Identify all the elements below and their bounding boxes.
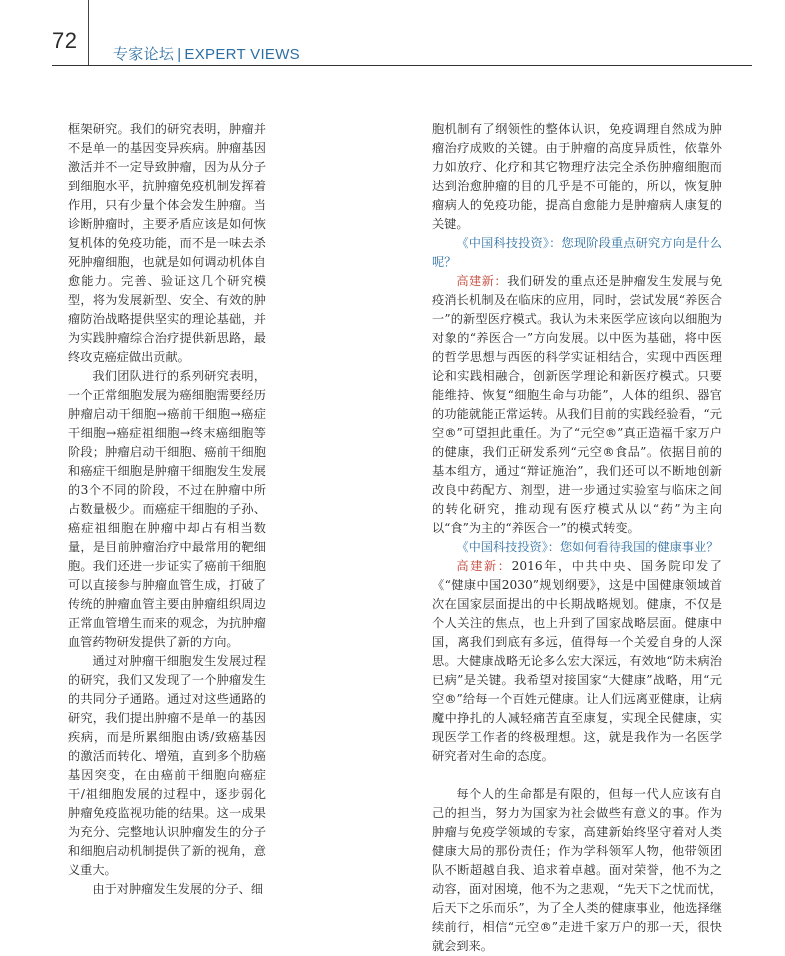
section-separator: |: [177, 46, 182, 63]
paragraph: 由于对肿瘤发生发展的分子、细: [92, 882, 264, 896]
section-header: [113, 43, 300, 64]
interview-answer: [432, 557, 722, 766]
paragraph: 我们团队进行的系列研究表明，一个正常细胞发展为癌细胞需要经历肿瘤启动干细胞→癌前干细胞→癌症干细胞→癌症祖细胞→终末癌细胞等阶段；肿瘤启动干细胞、癌前干细胞和癌症干细胞是肿瘤干细胞发生发展的3个不同的阶段，不过在肿瘤中所占数量极少。而癌症干细胞的子孙、癌症祖细胞在肿瘤中却占有相当数量，是目前肿瘤治疗中最常用的靶细胞。我们还进一步证实了癌前干细胞可以直接参与肿瘤血管生成，打破了传统的肿瘤血管主要由肿瘤组织周边正常血管增生而来的观念，为抗肿瘤血管药物研发提供了新的方向。: [68, 369, 266, 649]
interview-question: 《中国科技投资》：您现阶段重点研究方向是什么呢？: [432, 236, 722, 269]
paragraph: 通过对肿瘤干细胞发生发展过程的研究，我们又发现了一个肿瘤发生的共同分子通路。通过对这些通路的研究，我们提出肿瘤不是单一的基因疾病，而是所累细胞由诱/致癌基因的激活而转化、增殖，直到多个肋癌基因突变，在由癌前干细胞向癌症干/祖细胞发展的过程中，逐步弱化肿瘤免疫监视功能的结果。这一成果为充分、完整地认识肿瘤发生的分子和细胞启动机制提供了新的视角，意义重大。: [68, 654, 266, 877]
speaker-label: 高建新：: [456, 274, 508, 288]
left-column: [68, 120, 266, 899]
header-rule: [52, 65, 752, 66]
page-number: 72: [52, 28, 78, 53]
paragraph: 每个人的生命都是有限的，但每一代人应该有自己的担当，努力为国家为社会做些有意义的事。作为肿瘤与免疫学领域的专家，高建新始终坚守着对人类健康大局的那份责任；作为学科领军人物，他带领团队不断超越自我、追求着卓越。面对荣誉，他不为之动容，面对困境，他不为之悲观，“先天下之忧而忧，后天下之乐而乐”，为了全人类的健康事业，他选择继续前行，相信“元空®”走进千家万户的那一天，很快就会到来。: [432, 787, 722, 953]
section-title-en: EXPERT VIEWS: [184, 46, 300, 63]
interview-answer: [432, 272, 722, 538]
speaker-label: 高建新：: [456, 559, 512, 573]
section-title-cn: 专家论坛: [113, 46, 175, 63]
answer-text: 2016年，中共中央、国务院印发了《“健康中国2030”规划纲要》，这是中国健康领域首次在国家层面提出的中长期战略规划。健康，不仅是个人关注的焦点，也上升到了国家战略层面。健康中国，离我们到底有多远，值得每一个关爱自身的人深思。大健康战略无论多么宏大深远，有效地“防未病治已病”是关键。我希望对接国家“大健康”战略，用“元空®”给每一个百姓元健康。让人们远离亚健康，让病魔中挣扎的人减轻痛苦直至康复，实现全民健康，实现医学工作者的终极理想。这，就是我作为一名医学研究者对生命的态度。: [432, 559, 722, 763]
header-divider: [88, 0, 89, 66]
answer-text: 我们研发的重点还是肿瘤发生发展与免疫消长机制及在临床的应用，同时，尝试发展“养医合一”的新型医疗模式。我认为未来医学应该向以细胞为对象的“养医合一”方向发展。以中医为基础，将中医的哲学思想与西医的科学实证相结合，实现中西医理论和实践相融合，创新医学理论和新医疗模式。只要能维持、恢复“细胞生命与功能”，人体的组织、器官的功能就能正常运转。从我们目前的实践经验看，“元空®”可望担此重任。为了“元空®”真正造福千家万户的健康，我们正研发系列“元空®食品”。依据目前的基本组方，通过“辩证施治”，我们还可以不断地创新改良中药配方、剂型，进一步通过实验室与临床之间的转化研究，推动现有医疗模式从以“药”为主向以“食”为主的“养医合一”的模式转变。: [432, 274, 723, 535]
interview-question: 《中国科技投资》：您如何看待我国的健康事业？: [456, 540, 719, 554]
paragraph: 胞机制有了纲领性的整体认识，免疫调理自然成为肿瘤治疗成败的关键。由于肿瘤的高度异质性，依靠外力如放疗、化疗和其它物理疗法完全杀伤肿瘤细胞而达到治愈肿瘤的目的几乎是不可能的，所以，恢复肿瘤病人的免疫功能，提高自愈能力是肿瘤病人康复的关键。: [432, 122, 722, 231]
paragraph: 框架研究。我们的研究表明，肿瘤并不是单一的基因变异疾病。肿瘤基因激活并不一定导致肿瘤，因为从分子到细胞水平，抗肿瘤免疫机制发挥着作用，只有少量个体会发生肿瘤。当诊断肿瘤时，主要矛盾应该是如何恢复机体的免疫功能，而不是一味去杀死肿瘤细胞，也就是如何调动机体自愈能力。完善、验证这几个研究模型，将为发展新型、安全、有效的肿瘤防治战略提供坚实的理论基础，并为实践肿瘤综合治疗提供新思路，最终攻克癌症做出贡献。: [68, 122, 266, 364]
right-column: [432, 120, 722, 956]
